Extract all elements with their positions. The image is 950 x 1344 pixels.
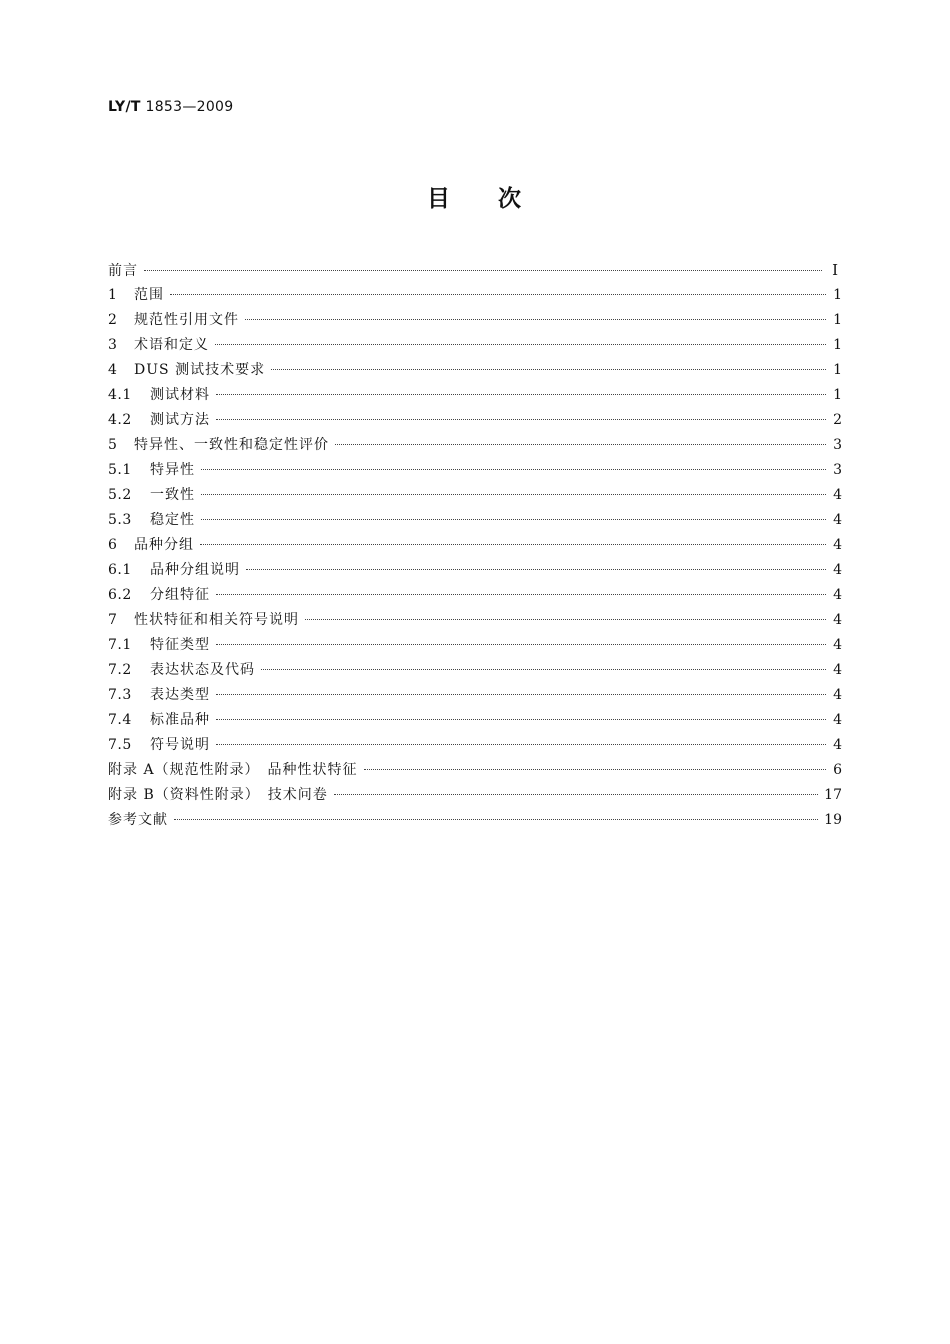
- toc-entry-page: 1: [833, 362, 842, 378]
- standard-code: [108, 99, 233, 115]
- toc-entry-text: 分组特征: [150, 587, 210, 603]
- toc-list: [108, 258, 842, 833]
- toc-entry-5[interactable]: [108, 433, 842, 458]
- toc-entry-number: 4: [108, 362, 118, 378]
- toc-entry-page: 2: [833, 412, 842, 428]
- toc-leader-dots: [216, 644, 826, 645]
- toc-leader-dots: [200, 544, 826, 545]
- toc-leader-dots: [201, 469, 826, 470]
- toc-entry-page: 19: [824, 812, 842, 828]
- toc-leader-dots: [174, 819, 818, 820]
- toc-entry-page: 4: [833, 612, 842, 628]
- toc-leader-dots: [305, 619, 826, 620]
- toc-entry-number: 7.2: [108, 662, 132, 678]
- toc-leader-dots: [334, 794, 818, 795]
- standard-code-prefix: LY/T: [108, 99, 141, 115]
- toc-entry-page: 4: [833, 662, 842, 678]
- toc-entry-3[interactable]: [108, 333, 842, 358]
- toc-entry-text: 表达类型: [150, 687, 210, 703]
- toc-entry-page: 4: [833, 537, 842, 553]
- toc-entry-5-3[interactable]: [108, 508, 842, 533]
- toc-title: [0, 180, 950, 213]
- toc-entry-number: 6.1: [108, 562, 132, 578]
- toc-entry-text: 测试方法: [150, 412, 210, 428]
- toc-leader-dots: [201, 519, 826, 520]
- toc-entry-page: 4: [833, 587, 842, 603]
- toc-entry-text: 性状特征和相关符号说明: [134, 612, 299, 628]
- toc-leader-dots: [201, 494, 826, 495]
- toc-entry-page: 4: [833, 487, 842, 503]
- toc-entry-page: 1: [833, 387, 842, 403]
- toc-entry-text: 附录 B（资料性附录） 技术问卷: [108, 787, 328, 803]
- toc-entry-page: 4: [833, 637, 842, 653]
- toc-entry-page: 4: [833, 562, 842, 578]
- toc-entry-2[interactable]: [108, 308, 842, 333]
- toc-leader-dots: [216, 419, 826, 420]
- toc-entry-number: 7.3: [108, 687, 132, 703]
- toc-entry-preface[interactable]: [108, 258, 842, 283]
- toc-entry-annex-a[interactable]: [108, 758, 842, 783]
- toc-entry-7-1[interactable]: [108, 633, 842, 658]
- toc-entry-6-2[interactable]: [108, 583, 842, 608]
- toc-entry-4[interactable]: [108, 358, 842, 383]
- toc-title-right: 次: [498, 186, 523, 212]
- toc-entry-5-2[interactable]: [108, 483, 842, 508]
- toc-leader-dots: [335, 444, 826, 445]
- toc-entry-number: 5.3: [108, 512, 132, 528]
- toc-entry-text: 前言: [108, 263, 138, 279]
- toc-entry-text: 参考文献: [108, 812, 168, 828]
- toc-entry-annex-b[interactable]: [108, 783, 842, 808]
- toc-entry-number: 4.1: [108, 387, 132, 403]
- toc-entry-page: 4: [833, 712, 842, 728]
- toc-entry-number: 5: [108, 437, 118, 453]
- toc-entry-page: 17: [824, 787, 842, 803]
- toc-entry-number: 7.4: [108, 712, 132, 728]
- standard-code-number: 1853—2009: [145, 99, 234, 115]
- toc-entry-text: 规范性引用文件: [134, 312, 239, 328]
- toc-entry-page: 1: [833, 287, 842, 303]
- toc-entry-text: 特异性: [150, 462, 195, 478]
- toc-leader-dots: [245, 319, 826, 320]
- toc-entry-text: 品种分组: [134, 537, 194, 553]
- toc-entry-7-2[interactable]: [108, 658, 842, 683]
- toc-entry-number: 3: [108, 337, 118, 353]
- toc-leader-dots: [216, 719, 826, 720]
- toc-entry-7-3[interactable]: [108, 683, 842, 708]
- toc-entry-number: 5.2: [108, 487, 132, 503]
- toc-entry-page: 1: [833, 337, 842, 353]
- toc-entry-number: 5.1: [108, 462, 132, 478]
- toc-entry-text: 特征类型: [150, 637, 210, 653]
- toc-entry-number: 1: [108, 287, 118, 303]
- toc-entry-text: 特异性、一致性和稳定性评价: [134, 437, 329, 453]
- toc-entry-text: 标准品种: [150, 712, 210, 728]
- toc-entry-number: 2: [108, 312, 118, 328]
- toc-entry-number: 6: [108, 537, 118, 553]
- toc-entry-page: 3: [833, 462, 842, 478]
- toc-leader-dots: [216, 744, 826, 745]
- toc-leader-dots: [364, 769, 826, 770]
- toc-entry-6-1[interactable]: [108, 558, 842, 583]
- toc-entry-4-2[interactable]: [108, 408, 842, 433]
- toc-leader-dots: [271, 369, 826, 370]
- toc-entry-number: 7: [108, 612, 118, 628]
- toc-entry-text: 范围: [134, 287, 164, 303]
- toc-entry-5-1[interactable]: [108, 458, 842, 483]
- toc-leader-dots: [216, 594, 826, 595]
- toc-entry-references[interactable]: [108, 808, 842, 833]
- toc-entry-page: 3: [833, 437, 842, 453]
- toc-entry-number: 6.2: [108, 587, 132, 603]
- toc-entry-page: 4: [833, 512, 842, 528]
- toc-leader-dots: [246, 569, 826, 570]
- toc-entry-6[interactable]: [108, 533, 842, 558]
- toc-entry-page: 4: [833, 737, 842, 753]
- toc-entry-page: Ⅰ: [832, 261, 838, 279]
- toc-leader-dots: [216, 694, 826, 695]
- toc-entry-text: 一致性: [150, 487, 195, 503]
- toc-entry-text: 符号说明: [150, 737, 210, 753]
- toc-entry-4-1[interactable]: [108, 383, 842, 408]
- toc-entry-7-5[interactable]: [108, 733, 842, 758]
- toc-entry-text: 测试材料: [150, 387, 210, 403]
- toc-leader-dots: [170, 294, 826, 295]
- toc-entry-page: 1: [833, 312, 842, 328]
- toc-leader-dots: [144, 270, 822, 271]
- toc-entry-text: 表达状态及代码: [150, 662, 255, 678]
- toc-entry-number: 4.2: [108, 412, 132, 428]
- toc-entry-1[interactable]: [108, 283, 842, 308]
- toc-entry-text: DUS 测试技术要求: [134, 362, 266, 378]
- toc-entry-text: 术语和定义: [134, 337, 209, 353]
- toc-entry-7[interactable]: [108, 608, 842, 633]
- toc-entry-page: 6: [833, 762, 842, 778]
- toc-entry-text: 稳定性: [150, 512, 195, 528]
- toc-entry-number: 7.1: [108, 637, 132, 653]
- toc-entry-text: 品种分组说明: [150, 562, 240, 578]
- toc-leader-dots: [216, 394, 826, 395]
- toc-entry-7-4[interactable]: [108, 708, 842, 733]
- toc-entry-page: 4: [833, 687, 842, 703]
- toc-leader-dots: [261, 669, 826, 670]
- toc-title-left: 目: [427, 186, 452, 212]
- toc-entry-text: 附录 A（规范性附录） 品种性状特征: [108, 762, 358, 778]
- toc-leader-dots: [215, 344, 826, 345]
- toc-entry-number: 7.5: [108, 737, 132, 753]
